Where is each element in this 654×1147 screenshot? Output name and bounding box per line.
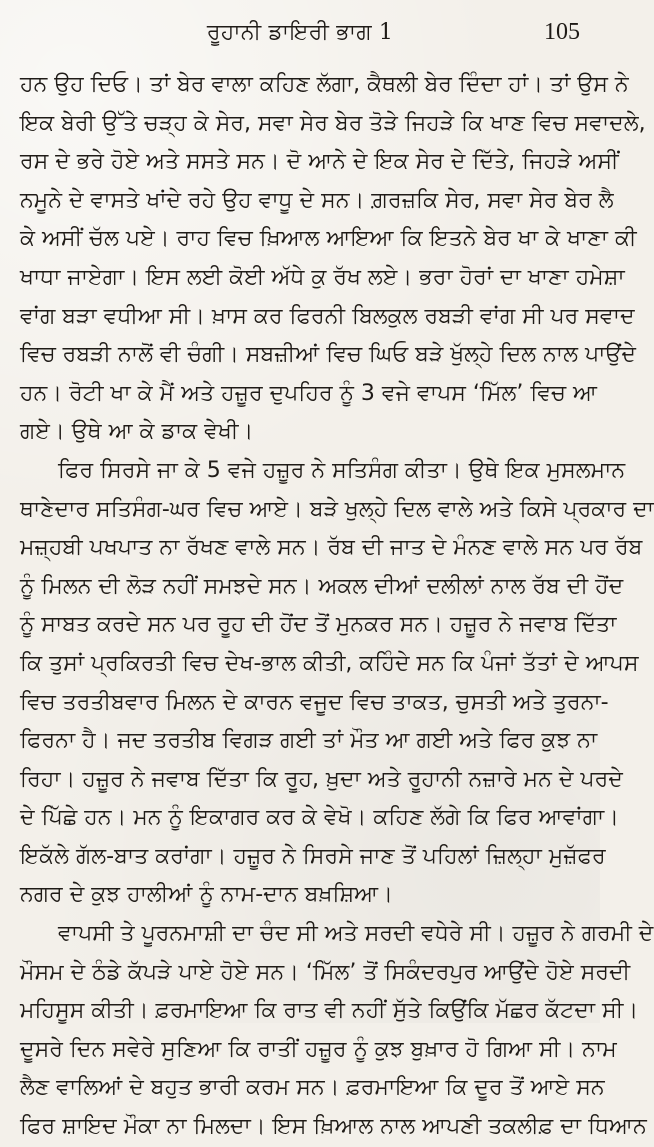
paragraph-3 (20, 915, 654, 1147)
text-line: ਰਸ ਦੇ ਭਰੇ ਹੋਏ ਅਤੇ ਸਸਤੇ ਸਨ। ਦੋ ਆਨੇ ਦੇ ਇਕ ਸੇਰ ਦੇ ਦਿੱਤੇ, ਜਿਹੜੇ ਅਸੀਂ (20, 149, 619, 175)
text-line: ਨੂੰ ਮਿਲਨ ਦੀ ਲੋੜ ਨਹੀਂ ਸਮਝਦੇ ਸਨ। ਅਕਲ ਦੀਆਂ ਦਲੀਲਾਂ ਨਾਲ ਰੱਬ ਦੀ ਹੋਂਦ (20, 573, 624, 599)
text-line: ਲੈਣ ਵਾਲਿਆਂ ਦੇ ਬਹੁਤ ਭਾਰੀ ਕਰਮ ਸਨ। ਫ਼ਰਮਾਇਆ ਕਿ ਦੂਰ ਤੋਂ ਆਏ ਸਨ (20, 1075, 605, 1101)
text-line: ਨਮੂਨੇ ਦੇ ਵਾਸਤੇ ਖਾਂਦੇ ਰਹੇ ਉਹ ਵਾਧੂ ਦੇ ਸਨ। ਗ਼ਰਜ਼ਕਿ ਸੇਰ, ਸਵਾ ਸੇਰ ਬੇਰ ਲੈ (20, 187, 614, 213)
running-title: ਰੂਹਾਨੀ ਡਾਇਰੀ ਭਾਗ 1 (206, 20, 394, 45)
text-line: ਇਕ ਬੇਰੀ ਉੱਤੇ ਚੜ੍ਹ ਕੇ ਸੇਰ, ਸਵਾ ਸੇਰ ਬੇਰ ਤੋੜੇ ਜਿਹੜੇ ਕਿ ਖਾਣ ਵਿਚ ਸਵਾਦਲੇ, (20, 110, 646, 136)
text-line: ਵਾਂਗ ਬੜਾ ਵਧੀਆ ਸੀ। ਖ਼ਾਸ ਕਰ ਫਿਰਨੀ ਬਿਲਕੁਲ ਰਬੜੀ ਵਾਂਗ ਸੀ ਪਰ ਸਵਾਦ (20, 303, 635, 329)
paragraph-2 (20, 452, 654, 915)
text-line: ਵਾਪਸੀ ਤੇ ਪੂਰਨਮਾਸ਼ੀ ਦਾ ਚੰਦ ਸੀ ਅਤੇ ਸਰਦੀ ਵਧੇਰੇ ਸੀ। ਹਜ਼ੂਰ ਨੇ ਗਰਮੀ ਦੇ (58, 921, 654, 947)
text-line: ਫਿਰ ਸ਼ਾਇਦ ਮੌਕਾ ਨਾ ਮਿਲਦਾ। ਇਸ ਖ਼ਿਆਲ ਨਾਲ ਆਪਣੀ ਤਕਲੀਫ਼ ਦਾ ਧਿਆਨ (20, 1114, 647, 1140)
text-line: ਮਜ਼੍ਹਬੀ ਪਖਪਾਤ ਨਾ ਰੱਖਣ ਵਾਲੇ ਸਨ। ਰੱਬ ਦੀ ਜਾਤ ਦੇ ਮੰਨਣ ਵਾਲੇ ਸਨ ਪਰ ਰੱਬ (20, 535, 643, 561)
text-line: ਹਨ। ਰੋਟੀ ਖਾ ਕੇ ਮੈਂ ਅਤੇ ਹਜ਼ੂਰ ਦੁਪਹਿਰ ਨੂੰ 3 ਵਜੇ ਵਾਪਸ ‘ਮਿੱਲ’ ਵਿਚ ਆ (20, 380, 597, 406)
text-line: ਮੌਸਮ ਦੇ ਠੰਡੇ ਕੱਪੜੇ ਪਾਏ ਹੋਏ ਸਨ। ‘ਮਿੱਲ’ ਤੋਂ ਸਿਕੰਦਰਪੁਰ ਆਉਂਦੇ ਹੋਏ ਸਰਦੀ (20, 959, 631, 985)
text-line: ਨਗਰ ਦੇ ਕੁਝ ਹਾਲੀਆਂ ਨੂੰ ਨਾਮ-ਦਾਨ ਬਖ਼ਸ਼ਿਆ। (20, 882, 393, 908)
text-line: ਦੇ ਪਿੱਛੇ ਹਨ। ਮਨ ਨੂੰ ਇਕਾਗਰ ਕਰ ਕੇ ਵੇਖੋ। ਕਹਿਣ ਲੱਗੇ ਕਿ ਫਿਰ ਆਵਾਂਗਾ। (20, 805, 620, 831)
page-header (20, 18, 580, 48)
text-line: ਵਿਚ ਰਬੜੀ ਨਾਲੋਂ ਵੀ ਚੰਗੀ। ਸਬਜ਼ੀਆਂ ਵਿਚ ਘਿਓ ਬੜੇ ਖੁੱਲ੍ਹੇ ਦਿਲ ਨਾਲ ਪਾਉਂਦੇ (20, 342, 636, 368)
text-line: ਵਿਚ ਤਰਤੀਬਵਾਰ ਮਿਲਨ ਦੇ ਕਾਰਨ ਵਜੂਦ ਵਿਚ ਤਾਕਤ, ਚੁਸਤੀ ਅਤੇ ਤੁਰਨਾ- (20, 689, 609, 715)
text-line: ਮਹਿਸੂਸ ਕੀਤੀ। ਫ਼ਰਮਾਇਆ ਕਿ ਰਾਤ ਵੀ ਨਹੀਂ ਸੁੱਤੇ ਕਿਉਂਕਿ ਮੱਛਰ ਕੱਟਦਾ ਸੀ। (20, 998, 639, 1024)
text-line: ਇਕੱਲੇ ਗੱਲ-ਬਾਤ ਕਰਾਂਗਾ। ਹਜ਼ੂਰ ਨੇ ਸਿਰਸੇ ਜਾਣ ਤੋਂ ਪਹਿਲਾਂ ਜ਼ਿਲ੍ਹਾ ਮੁਜ਼ੱਫਰ (20, 843, 606, 869)
text-line: ਦੂਸਰੇ ਦਿਨ ਸਵੇਰੇ ਸੁਣਿਆ ਕਿ ਰਾਤੀਂ ਹਜ਼ੂਰ ਨੂੰ ਕੁਝ ਬੁਖ਼ਾਰ ਹੋ ਗਿਆ ਸੀ। ਨਾਮ (20, 1036, 617, 1062)
page-body (20, 66, 654, 1147)
text-line: ਕਿ ਤੁਸਾਂ ਪ੍ਰਕਿਰਤੀ ਵਿਚ ਦੇਖ-ਭਾਲ ਕੀਤੀ, ਕਹਿੰਦੇ ਸਨ ਕਿ ਪੰਜਾਂ ਤੱਤਾਂ ਦੇ ਆਪਸ (20, 650, 639, 676)
text-line: ਕੇ ਅਸੀਂ ਚੱਲ ਪਏ। ਰਾਹ ਵਿਚ ਖ਼ਿਆਲ ਆਇਆ ਕਿ ਇਤਨੇ ਬੇਰ ਖਾ ਕੇ ਖਾਣਾ ਕੀ (20, 226, 637, 252)
page-number: 105 (544, 19, 580, 45)
text-line: ਫਿਰ ਸਿਰਸੇ ਜਾ ਕੇ 5 ਵਜੇ ਹਜ਼ੂਰ ਨੇ ਸਤਿਸੰਗ ਕੀਤਾ। ਉਥੇ ਇਕ ਮੁਸਲਮਾਨ (58, 457, 626, 483)
text-line: ਨੂੰ ਸਾਬਤ ਕਰਦੇ ਸਨ ਪਰ ਰੂਹ ਦੀ ਹੋਂਦ ਤੋਂ ਮੁਨਕਰ ਸਨ। ਹਜ਼ੂਰ ਨੇ ਜਵਾਬ ਦਿੱਤਾ (20, 612, 617, 638)
text-line: ਹਨ ਉਹ ਦਿਓ। ਤਾਂ ਬੇਰ ਵਾਲਾ ਕਹਿਣ ਲੱਗਾ, ਕੈਥਲੀ ਬੇਰ ਦਿੰਦਾ ਹਾਂ। ਤਾਂ ਉਸ ਨੇ (20, 72, 629, 97)
text-line: ਖਾਧਾ ਜਾਏਗਾ। ਇਸ ਲਈ ਕੋਈ ਅੱਧੇ ਕੁ ਰੱਖ ਲਏ। ਭਰਾ ਹੋਰਾਂ ਦਾ ਖਾਣਾ ਹਮੇਸ਼ਾ (20, 264, 625, 290)
text-line: ਗਏ। ਉਥੇ ਆ ਕੇ ਡਾਕ ਵੇਖੀ। (20, 419, 254, 445)
text-line: ਫਿਰਨਾ ਹੈ। ਜਦ ਤਰਤੀਬ ਵਿਗੜ ਗਈ ਤਾਂ ਮੌਤ ਆ ਗਈ ਅਤੇ ਫਿਰ ਕੁਝ ਨਾ (20, 728, 598, 754)
text-line: ਥਾਣੇਦਾਰ ਸਤਿਸੰਗ-ਘਰ ਵਿਚ ਆਏ। ਬੜੇ ਖੁਲ੍ਹੇ ਦਿਲ ਵਾਲੇ ਅਤੇ ਕਿਸੇ ਪ੍ਰਕਾਰ ਦਾ (20, 496, 654, 522)
text-line: ਰਿਹਾ। ਹਜ਼ੂਰ ਨੇ ਜਵਾਬ ਦਿੱਤਾ ਕਿ ਰੂਹ, ਖ਼ੁਦਾ ਅਤੇ ਰੂਹਾਨੀ ਨਜ਼ਾਰੇ ਮਨ ਦੇ ਪਰਦੇ (20, 766, 623, 792)
paragraph-1 (20, 66, 646, 452)
